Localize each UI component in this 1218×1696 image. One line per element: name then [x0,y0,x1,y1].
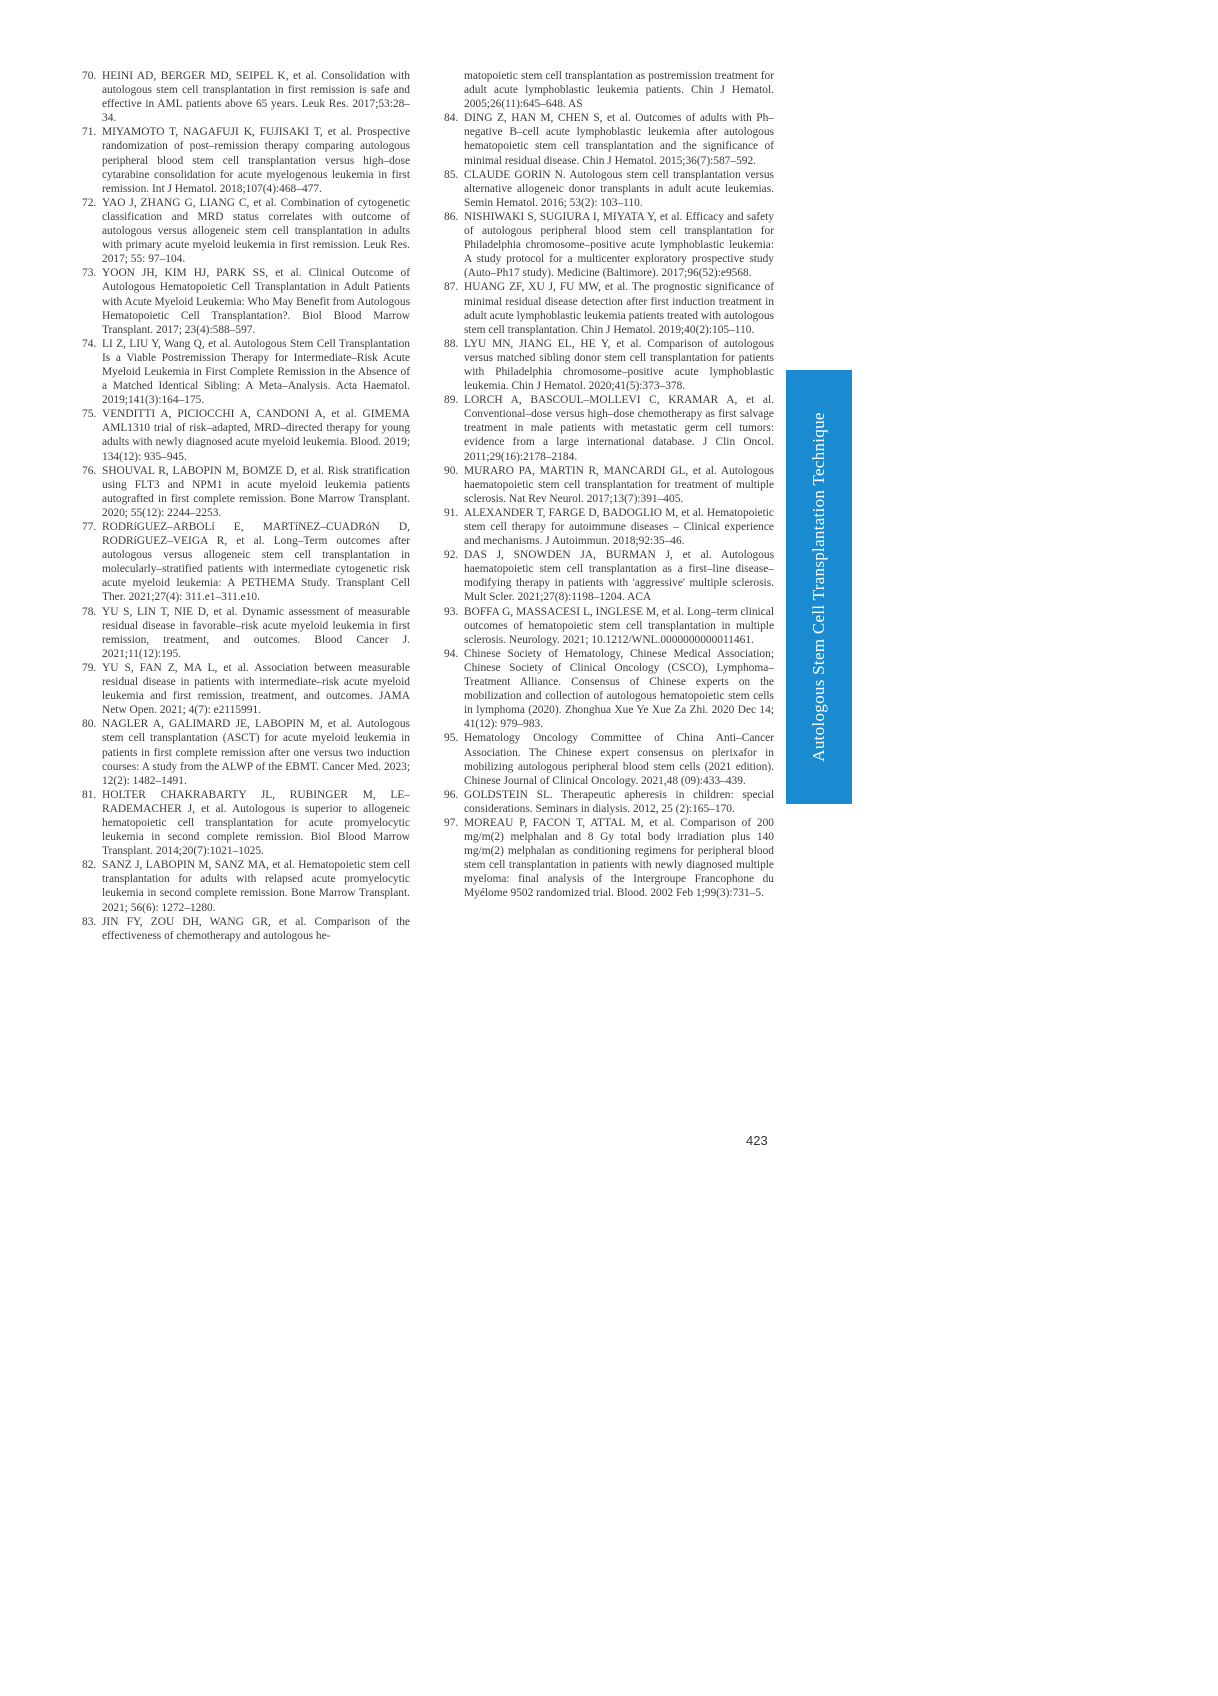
reference-text: LYU MN, JIANG EL, HE Y, et al. Comparison of autologous versus matched sibling donor stem cell transplantation for patients with Philadelphia chromosome–positive acute lymphoblastic leukemia. Chin J Hematol. 2020;41(5):373–378. [464,337,774,393]
reference-number: 88. [444,337,459,350]
reference-text: DAS J, SNOWDEN JA, BURMAN J, et al. Autologous haematopoietic stem cell transplantation as a first–line disease–modifying therapy in patients with 'aggressive' multiple sclerosis. Mult Scler. 2021;27(8):1198–1204. ACA [464,549,774,604]
reference-entry [444,393,774,463]
reference-entry [82,717,410,787]
reference-number: 79. [82,661,97,674]
chapter-side-tab-label: Autologous Stem Cell Transplantation Technique [809,412,828,762]
reference-number: 83. [82,915,97,928]
reference-text: ALEXANDER T, FARGE D, BADOGLIO M, et al. Hematopoietic stem cell therapy for autoimmune diseases – Clinical experience and mechanisms. J Autoimmun. 2018;92:35–46. [464,506,774,548]
reference-text: LORCH A, BASCOUL–MOLLEVI C, KRAMAR A, et al. Conventional–dose versus high–dose chemotherapy as first salvage treatment in male patients with metastatic germ cell tumors: evidence from a large international database. J Clin Oncol. 2011;29(16):2178–2184. [464,394,774,463]
reference-number: 80. [82,718,97,731]
reference-number: 95. [444,732,459,745]
reference-number: 73. [82,267,97,280]
reference-text: matopoietic stem cell transplantation as postremission treatment for adult acute lymphoblastic leukemia patients. Chin J Hematol. 2005;26(11):645–648. AS [464,70,774,111]
page-number: 423 [746,1133,768,1148]
reference-entry [444,69,774,111]
reference-number: 86. [444,210,459,223]
reference-column-right [444,69,774,901]
reference-text: VENDITTI A, PICIOCCHI A, CANDONI A, et al. GIMEMA AML1310 trial of risk–adapted, MRD–directed therapy for young adults with newly diagnosed acute myeloid leukemia. Blood. 2019; 134(12): 935–945. [102,408,410,463]
reference-entry [444,788,774,816]
reference-number: 72. [82,196,97,209]
reference-text: HEINI AD, BERGER MD, SEIPEL K, et al. Consolidation with autologous stem cell transplantation in first remission is safe and effective in AML patients above 65 years. Leuk Res. 2017;53:28–34. [102,70,410,125]
reference-entry [444,605,774,647]
reference-number: 94. [444,647,459,660]
reference-text: BOFFA G, MASSACESI L, INGLESE M, et al. Long–term clinical outcomes of hematopoietic stem cell transplantation in multiple sclerosis. Neurology. 2021; 10.1212/WNL.0000000000011461. [464,605,774,646]
reference-text: NISHIWAKI S, SUGIURA I, MIYATA Y, et al. Efficacy and safety of autologous peripheral blood stem cell transplantation for Philadelphia chromosome–positive acute lymphoblastic leukemia: A study protocol for a multicenter exploratory prospective study (Auto–Ph17 study). Medicine (Baltimore). 2017;96(52):e9568. [464,210,774,280]
reference-text: YAO J, ZHANG G, LIANG C, et al. Combination of cytogenetic classification and MRD status correlates with outcome of autologous versus allogeneic stem cell transplantation in adults with primary acute myeloid leukemia in first remission. Leuk Res. 2017; 55: 97–104. [102,196,410,266]
reference-number [444,69,464,111]
reference-text: MOREAU P, FACON T, ATTAL M, et al. Comparison of 200 mg/m(2) melphalan and 8 Gy total body irradiation plus 140 mg/m(2) melphalan as conditioning regimens for peripheral blood stem cell transplantation in patients with newly diagnosed multiple myeloma: final analysis of the Intergroupe Francophone du Myélome 9502 randomized trial. Blood. 2002 Feb 1;99(3):731–5. [464,816,774,900]
reference-entry [82,407,410,463]
reference-entry [82,125,410,195]
reference-number: 87. [444,281,459,294]
reference-number: 97. [444,816,459,829]
reference-entry [82,196,410,266]
reference-number: 75. [82,408,97,421]
reference-text: HUANG ZF, XU J, FU MW, et al. The prognostic significance of minimal residual disease detection after first induction treatment in adult acute lymphoblastic leukemia patients treated with autologous stem cell transplantation. Chin J Hematol. 2019;40(2):105–110. [464,281,774,336]
reference-text: MIYAMOTO T, NAGAFUJI K, FUJISAKI T, et al. Prospective randomization of post–remission therapy comparing autologous peripheral blood stem cell transplantation versus high–dose cytarabine consolidation for acute myelogenous leukemia in first remission. Int J Hematol. 2018;107(4):468–477. [102,126,410,195]
reference-number: 77. [82,521,97,533]
reference-entry [444,647,774,732]
reference-number: 71. [82,126,97,139]
reference-entry [444,168,774,210]
reference-text: YU S, FAN Z, MA L, et al. Association between measurable residual disease in patients with intermediate–risk acute myeloid leukemia and first remission, treatment, and outcomes. JAMA Netw Open. 2021; 4(7): e2115991. [102,661,410,717]
reference-number: 78. [82,605,97,618]
reference-number: 93. [444,605,459,618]
reference-entry [444,816,774,901]
reference-text: GOLDSTEIN SL. Therapeutic apheresis in children: special considerations. Seminars in dialysis. 2012, 25 (2):165–170. [464,788,774,815]
reference-text: YOON JH, KIM HJ, PARK SS, et al. Clinical Outcome of Autologous Hematopoietic Cell Transplantation in Adult Patients with Acute Myeloid Leukemia: Who May Benefit from Autologous Hematopoietic Cell Transplantation?. Biol Blood Marrow Transplant. 2017; 23(4):588–597. [102,267,410,336]
reference-number: 74. [82,337,97,350]
reference-text: LI Z, LIU Y, Wang Q, et al. Autologous Stem Cell Transplantation Is a Viable Postremission Therapy for Intermediate–Risk Acute Myeloid Leukemia in First Complete Remission in the Absence of a Matched Identical Sibling: A Meta–Analysis. Acta Haematol. 2019;141(3):164–175. [102,337,410,407]
reference-entry [444,506,774,548]
reference-text: Hematology Oncology Committee of China Anti–Cancer Association. The Chinese expert consensus on plerixafor in mobilizing autologous peripheral blood stem cells (2021 edition). Chinese Journal of Clinical Oncology. 2021,48 (09):433–439. [464,732,774,787]
reference-column-left [82,69,410,943]
reference-number: 96. [444,788,459,801]
reference-number: 84. [444,112,459,125]
reference-number: 92. [444,549,459,562]
reference-text: Chinese Society of Hematology, Chinese Medical Association; Chinese Society of Clinical Oncology (CSCO), Lymphoma–Treatment Alliance. Consensus of Chinese experts on the mobilization and collection of autologous hematopoietic stem cells in lymphoma (2020). Zhonghua Xue Ye Xue Za Zhi. 2020 Dec 14; 41(12): 979–983. [464,647,774,731]
reference-number: 70. [82,70,97,82]
reference-entry [82,915,410,943]
reference-entry [444,731,774,787]
reference-text: NAGLER A, GALIMARD JE, LABOPIN M, et al. Autologous stem cell transplantation (ASCT) for acute myeloid leukemia in patients in first complete remission after one versus two induction courses: A study from the ALWP of the EBMT. Cancer Med. 2023; 12(2): 1482–1491. [102,718,410,787]
reference-entry [82,337,410,407]
reference-entry [82,605,410,661]
reference-number: 76. [82,464,97,477]
reference-entry [82,788,410,858]
reference-text: JIN FY, ZOU DH, WANG GR, et al. Comparison of the effectiveness of chemotherapy and autologous he- [102,915,410,942]
reference-text: CLAUDE GORIN N. Autologous stem cell transplantation versus alternative allogeneic donor transplants in adult acute leukemias. Semin Hematol. 2016; 53(2): 103–110. [464,168,774,209]
reference-entry [82,464,410,520]
chapter-side-tab [786,370,852,804]
reference-number: 81. [82,788,97,801]
reference-entry [444,210,774,280]
reference-number: 85. [444,168,459,181]
reference-entry [444,464,774,506]
reference-number: 89. [444,394,459,407]
reference-text: SANZ J, LABOPIN M, SANZ MA, et al. Hematopoietic stem cell transplantation for adults with relapsed acute promyelocytic leukemia in second complete remission. Bone Marrow Transplant. 2021; 56(6): 1272–1280. [102,859,410,914]
reference-number: 82. [82,859,97,872]
reference-number: 90. [444,464,459,477]
reference-entry [82,520,410,605]
reference-entry [444,337,774,393]
reference-text: YU S, LIN T, NIE D, et al. Dynamic assessment of measurable residual disease in favorable–risk acute myeloid leukemia in first remission, treatment, and outcomes. Blood Cancer J. 2021;11(12):195. [102,605,410,660]
reference-text: DING Z, HAN M, CHEN S, et al. Outcomes of adults with Ph–negative B–cell acute lymphoblastic leukemia after autologous hematopoietic stem cell transplantation and the significance of minimal residual disease. Chin J Hematol. 2015;36(7):587–592. [464,112,774,167]
reference-text: MURARO PA, MARTIN R, MANCARDI GL, et al. Autologous haematopoietic stem cell transplantation for treatment of multiple sclerosis. Nat Rev Neurol. 2017;13(7):391–405. [464,464,774,505]
reference-text: HOLTER CHAKRABARTY JL, RUBINGER M, LE–RADEMACHER J, et al. Autologous is superior to allogeneic hematopoietic cell transplantation for acute promyelocytic leukemia in second complete remission. Biol Blood Marrow Transplant. 2014;20(7):1021–1025. [102,788,410,858]
reference-entry [82,266,410,336]
reference-entry [82,69,410,125]
reference-entry [444,280,774,336]
reference-entry [444,548,774,604]
reference-text: RODRíGUEZ–ARBOLí E, MARTíNEZ–CUADRóN D, RODRíGUEZ–VEIGA R, et al. Long–Term outcomes after autologous versus allogeneic stem cell transplantation in molecularly–stratified patients with intermediate cytogenetic risk acute myeloid leukemia: A PETHEMA Study. Transplant Cell Ther. 2021;27(4): 311.e1–311.e10. [102,521,410,604]
reference-number: 91. [444,506,459,519]
reference-text: SHOUVAL R, LABOPIN M, BOMZE D, et al. Risk stratification using FLT3 and NPM1 in acute myeloid leukemia patients autografted in first complete remission. Bone Marrow Transplant. 2020; 55(12): 2244–2253. [102,464,410,519]
reference-entry [82,858,410,914]
reference-entry [82,661,410,717]
reference-entry [444,111,774,167]
